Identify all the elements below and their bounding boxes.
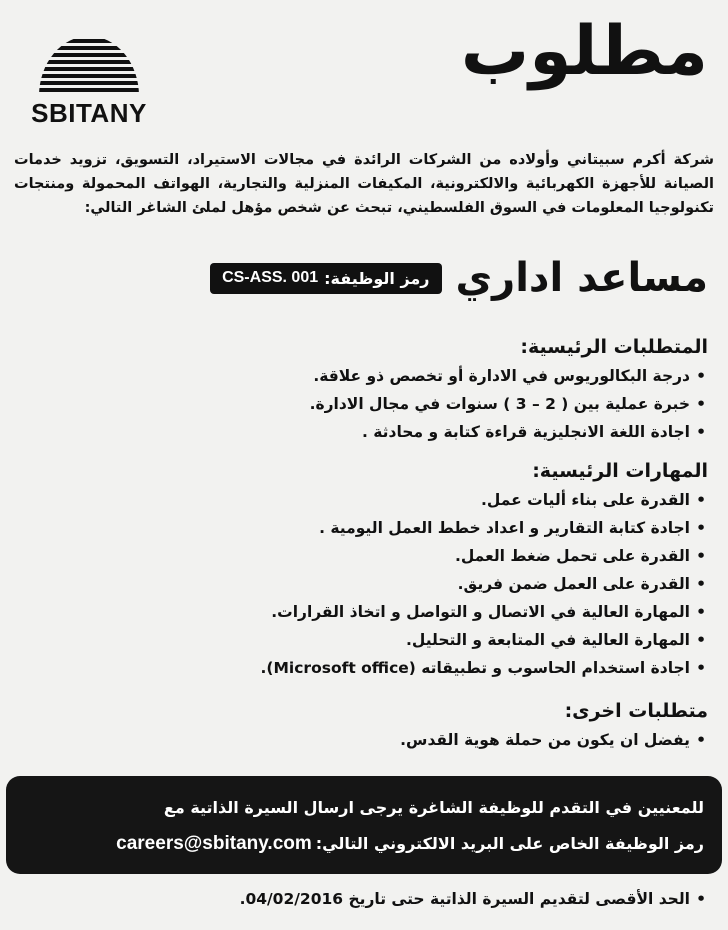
requirements-section <box>20 336 708 446</box>
apply-line-2 <box>24 826 704 862</box>
other-requirement-item: • يفضل ان يكون من حملة هوية القدس. <box>20 726 690 754</box>
skill-item: • القدرة على تحمل ضغط العمل. <box>20 542 690 570</box>
job-code-label: رمز الوظيفة: <box>324 268 430 288</box>
skills-section <box>20 460 708 682</box>
skill-item: • القدرة على العمل ضمن فريق. <box>20 570 690 598</box>
sbitany-logo <box>14 24 164 128</box>
company-intro: شركة أكرم سبيتاني وأولاده من الشركات الرائدة في مجالات الاستيراد، التسويق، تزويد خدمات الصيانة للأجهزة الكهربائية والالكترونية، المكيفات المنزلية والتجارية، الهواتف المحمولة ومنتجات تكنولوجيا المعلومات في السوق الفلسطيني، تبحث عن شخص مؤهل لملئ الشاغر التالي: <box>14 152 714 216</box>
skill-item: • اجادة استخدام الحاسوب و تطبيقاته (Microsoft office). <box>20 654 690 682</box>
careers-email-link[interactable]: careers@sbitany.com <box>116 833 312 854</box>
job-code-value: CS-ASS. 001 <box>222 269 319 286</box>
other-requirements-section <box>20 700 708 754</box>
requirement-item: • خبرة عملية بين ( 2 – 3 ) سنوات في مجال الادارة. <box>20 390 690 418</box>
headline-wanted: مطلوب <box>460 12 708 91</box>
apply-line-1: للمعنيين في التقدم للوظيفة الشاغرة يرجى ارسال السيرة الذاتية مع <box>163 798 704 817</box>
job-code-badge <box>210 263 441 294</box>
skill-item: • القدرة على بناء أليات عمل. <box>20 486 690 514</box>
skill-item: • المهارة العالية في المتابعة و التحليل. <box>20 626 690 654</box>
requirement-item: • اجادة اللغة الانجليزية قراءة كتابة و محادثة . <box>20 418 690 446</box>
requirement-item: • درجة البكالوريوس في الادارة أو تخصص ذو علاقة. <box>20 362 690 390</box>
skill-item: • اجادة كتابة التقارير و اعداد خطط العمل اليومية . <box>20 514 690 542</box>
deadline-text: • الحد الأقصى لتقديم السيرة الذاتية حتى تاريخ 04/02/2016. <box>240 890 690 908</box>
job-title-row <box>210 255 708 301</box>
skills-heading: المهارات الرئيسية: <box>532 460 708 482</box>
logo-globe-icon <box>34 24 144 96</box>
requirements-heading: المتطلبات الرئيسية: <box>520 336 708 358</box>
other-requirements-heading: متطلبات اخرى: <box>564 700 708 722</box>
logo-text: SBITANY <box>31 98 147 128</box>
skill-item: • المهارة العالية في الاتصال و التواصل و اتخاذ القرارات. <box>20 598 690 626</box>
deadline-note <box>240 890 708 908</box>
application-instructions-box <box>6 776 722 874</box>
job-title: مساعد اداري <box>455 255 708 301</box>
apply-line-2-text: رمز الوظيفة الخاص على البريد الالكتروني التالي: <box>315 834 704 853</box>
